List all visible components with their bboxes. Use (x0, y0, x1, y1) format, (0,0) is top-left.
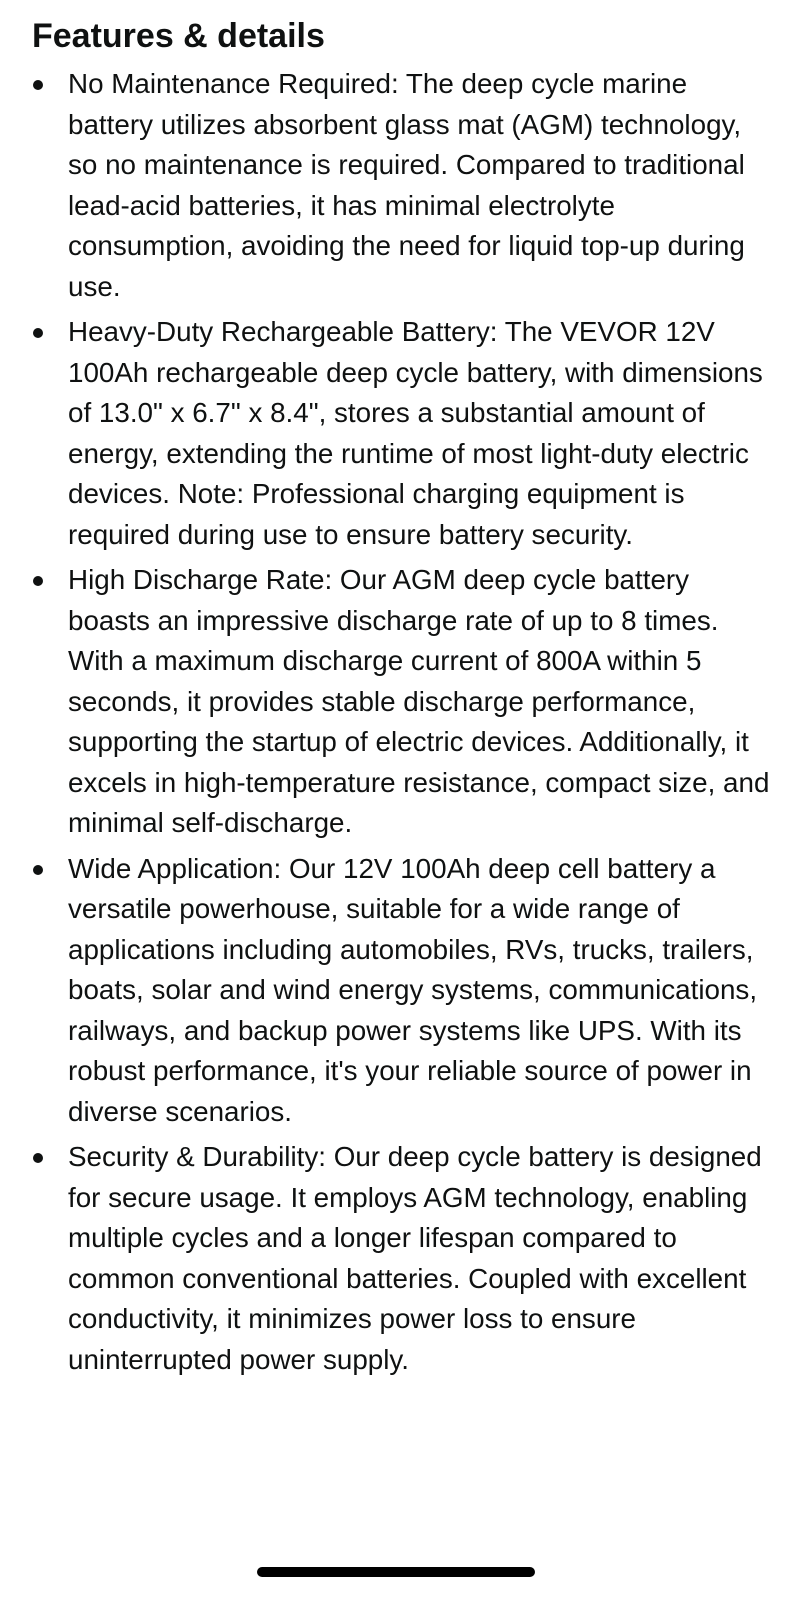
feature-item-heavy-duty (0, 312, 806, 555)
feature-text: No Maintenance Required: The deep cycle marine battery utilizes absorbent glass mat (AGM) technology, so no maintenance is required. Compared to traditional lead-acid batteries, it has minimal electrolyte consumption, avoiding the need for liquid top-up during use. (68, 68, 745, 302)
features-list (0, 64, 806, 1385)
feature-item-security-durability (0, 1137, 806, 1380)
bullet-icon (33, 80, 43, 90)
bullet-icon (33, 1153, 43, 1163)
bullet-icon (33, 576, 43, 586)
feature-text: Security & Durability: Our deep cycle battery is designed for secure usage. It employs AGM technology, enabling multiple cycles and a longer lifespan compared to common conventional batteries. Coupled with excellent conductivity, it minimizes power loss to ensure uninterrupted power supply. (68, 1141, 762, 1375)
feature-item-no-maintenance (0, 64, 806, 307)
feature-text: High Discharge Rate: Our AGM deep cycle battery boasts an impressive discharge rate of up to 8 times. With a maximum discharge current of 800A within 5 seconds, it provides stable discharge performance, supporting the startup of electric devices. Additionally, it excels in high-temperature resistance, compact size, and minimal self-discharge. (68, 564, 770, 838)
bullet-icon (33, 328, 43, 338)
section-title: Features & details (32, 17, 325, 55)
feature-text: Heavy-Duty Rechargeable Battery: The VEVOR 12V 100Ah rechargeable deep cycle battery, with dimensions of 13.0" x 6.7" x 8.4", stores a substantial amount of energy, extending the runtime of most light-duty electric devices. Note: Professional charging equipment is required during use to ensure battery security. (68, 316, 763, 550)
feature-text: Wide Application: Our 12V 100Ah deep cell battery a versatile powerhouse, suitable for a wide range of applications including automobiles, RVs, trucks, trailers, boats, solar and wind energy systems, communications, railways, and backup power systems like UPS. With its robust performance, it's your reliable source of power in diverse scenarios. (68, 852, 758, 1127)
bullet-icon (33, 865, 43, 875)
feature-item-high-discharge (0, 560, 806, 844)
feature-item-wide-application (0, 849, 806, 1133)
home-indicator[interactable] (257, 1567, 535, 1577)
